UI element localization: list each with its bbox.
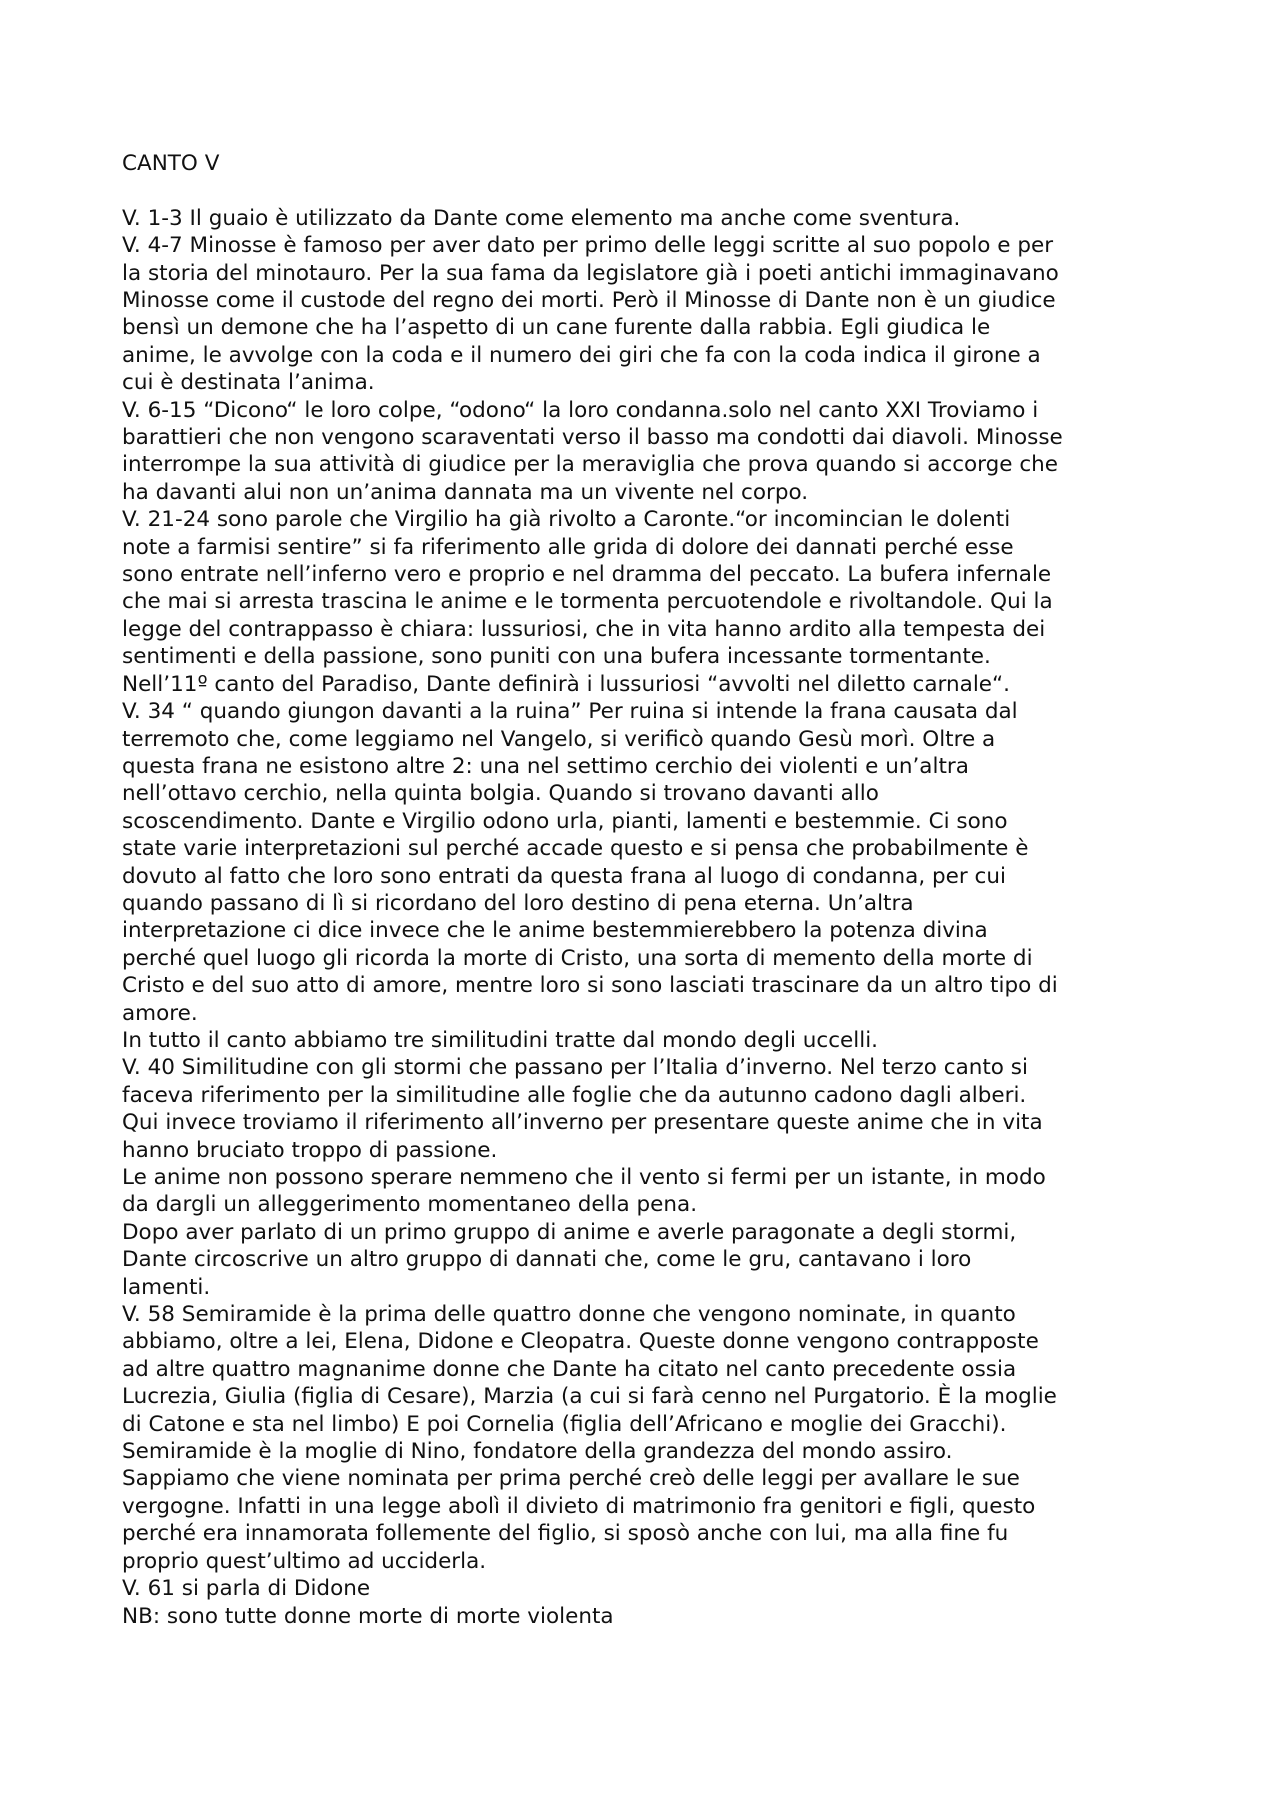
text-line: Dopo aver parlato di un primo gruppo di anime e averle paragonate a degli stormi,: [122, 1219, 1017, 1245]
text-line: V. 21-24 sono parole che Virgilio ha già rivolto a Caronte.“or incomincian le dolenti: [122, 507, 1011, 533]
text-line: Cristo e del suo atto di amore, mentre loro si sono lasciati trascinare da un altro tipo di: [122, 973, 1058, 999]
text-line: anime, le avvolge con la coda e il numero dei giri che fa con la coda indica il girone a: [122, 342, 1041, 368]
text-line: vergogne. Infatti in una legge abolì il divieto di matrimonio fra genitori e figli, questo: [122, 1493, 1036, 1519]
text-line: cui è destinata l’anima.: [122, 370, 375, 396]
text-line: bensì un demone che ha l’aspetto di un cane furente dalla rabbia. Egli giudica le: [122, 315, 991, 341]
text-line: hanno bruciato troppo di passione.: [122, 1137, 498, 1163]
text-line: terremoto che, come leggiamo nel Vangelo, si verificò quando Gesù morì. Oltre a: [122, 726, 996, 752]
text-line: da dargli un alleggerimento momentaneo della pena.: [122, 1192, 698, 1218]
text-line: Dante circoscrive un altro gruppo di dannati che, come le gru, cantavano i loro: [122, 1247, 972, 1273]
text-line: nell’ottavo cerchio, nella quinta bolgia. Quando si trovano davanti allo: [122, 781, 879, 807]
text-line: la storia del minotauro. Per la sua fama da legislatore già i poeti antichi immaginavano: [122, 260, 1059, 286]
text-line: interrompe la sua attività di giudice per la meraviglia che prova quando si accorge che: [122, 452, 1059, 478]
text-line: lamenti.: [122, 1274, 211, 1300]
text-line: note a farmisi sentire” si fa riferimento alle grida di dolore dei dannati perché esse: [122, 534, 1014, 560]
document-body: [122, 150, 1182, 1630]
text-line: In tutto il canto abbiamo tre similitudini tratte dal mondo degli uccelli.: [122, 1027, 878, 1053]
text-line: V. 61 si parla di Didone: [122, 1576, 371, 1602]
text-line: amore.: [122, 1000, 198, 1026]
text-line: sono entrate nell’inferno vero e proprio e nel dramma del peccato. La bufera infernale: [122, 562, 1052, 588]
text-line: abbiamo, oltre a lei, Elena, Didone e Cleopatra. Queste donne vengono contrapposte: [122, 1329, 1039, 1355]
text-line: Sappiamo che viene nominata per prima perché creò delle leggi per avallare le sue: [122, 1466, 1020, 1492]
text-line: Semiramide è la moglie di Nino, fondatore della grandezza del mondo assiro.: [122, 1439, 953, 1465]
text-line: Nell’11º canto del Paradiso, Dante definirà i lussuriosi “avvolti nel diletto carnale“.: [122, 671, 1010, 697]
text-line: ad altre quattro magnanime donne che Dante ha citato nel canto precedente ossia: [122, 1356, 1017, 1382]
text-line: V. 58 Semiramide è la prima delle quattro donne che vengono nominate, in quanto: [122, 1302, 1016, 1328]
text-line: V. 40 Similitudine con gli stormi che passano per l’Italia d’inverno. Nel terzo canto si: [122, 1055, 1028, 1081]
text-line: sentimenti e della passione, sono puniti con una bufera incessante tormentante.: [122, 644, 991, 670]
text-line: perché quel luogo gli ricorda la morte di Cristo, una sorta di memento della morte di: [122, 945, 1033, 971]
text-line: Le anime non possono sperare nemmeno che il vento si fermi per un istante, in modo: [122, 1165, 1046, 1191]
text-line: barattieri che non vengono scaraventati verso il basso ma condotti dai diavoli. Minosse: [122, 425, 1063, 451]
text-line: scoscendimento. Dante e Virgilio odono urla, pianti, lamenti e bestemmie. Ci sono: [122, 808, 1008, 834]
text-line: V. 34 “ quando giungon davanti a la ruina” Per ruina si intende la frana causata dal: [122, 699, 1018, 725]
text-line: Qui invece troviamo il riferimento all’inverno per presentare queste anime che in vita: [122, 1110, 1043, 1136]
text-line: Minosse come il custode del regno dei morti. Però il Minosse di Dante non è un giudice: [122, 288, 1056, 314]
text-line: questa frana ne esistono altre 2: una nel settimo cerchio dei violenti e un’altra: [122, 753, 969, 779]
document-title: CANTO V: [122, 151, 220, 176]
text-line: legge del contrappasso è chiara: lussuriosi, che in vita hanno ardito alla tempesta dei: [122, 616, 1046, 642]
text-line: che mai si arresta trascina le anime e le tormenta percuotendole e rivoltandole. Qui la: [122, 589, 1053, 615]
text-line: state varie interpretazioni sul perché accade questo e si pensa che probabilmente è: [122, 836, 1029, 862]
text-line: ha davanti alui non un’anima dannata ma un vivente nel corpo.: [122, 479, 809, 505]
text-line: dovuto al fatto che loro sono entrati da questa frana al luogo di condanna, per cui: [122, 863, 1006, 889]
text-line: V. 6-15 “Dicono“ le loro colpe, “odono“ la loro condanna.solo nel canto XXI Troviamo i: [122, 397, 1039, 423]
text-line: proprio quest’ultimo ad ucciderla.: [122, 1548, 487, 1574]
text-line: perché era innamorata follemente del figlio, si sposò anche con lui, ma alla fine fu: [122, 1521, 1009, 1547]
text-line: Lucrezia, Giulia (figlia di Cesare), Marzia (a cui si farà cenno nel Purgatorio. È la moglie: [122, 1384, 1057, 1410]
text-line: V. 1-3 Il guaio è utilizzato da Dante come elemento ma anche come sventura.: [122, 205, 961, 231]
text-line: NB: sono tutte donne morte di morte violenta: [122, 1603, 614, 1629]
text-line: interpretazione ci dice invece che le anime bestemmierebbero la potenza divina: [122, 918, 988, 944]
text-line: V. 4-7 Minosse è famoso per aver dato per primo delle leggi scritte al suo popolo e per: [122, 233, 1054, 259]
text-line: di Catone e sta nel limbo) E poi Cornelia (figlia dell’Africano e moglie dei Gracchi).: [122, 1411, 1007, 1437]
text-line: faceva riferimento per la similitudine alle foglie che da autunno cadono dagli alberi.: [122, 1082, 1027, 1108]
text-line: quando passano di lì si ricordano del loro destino di pena eterna. Un’altra: [122, 890, 914, 916]
text-block: [122, 205, 1182, 1630]
